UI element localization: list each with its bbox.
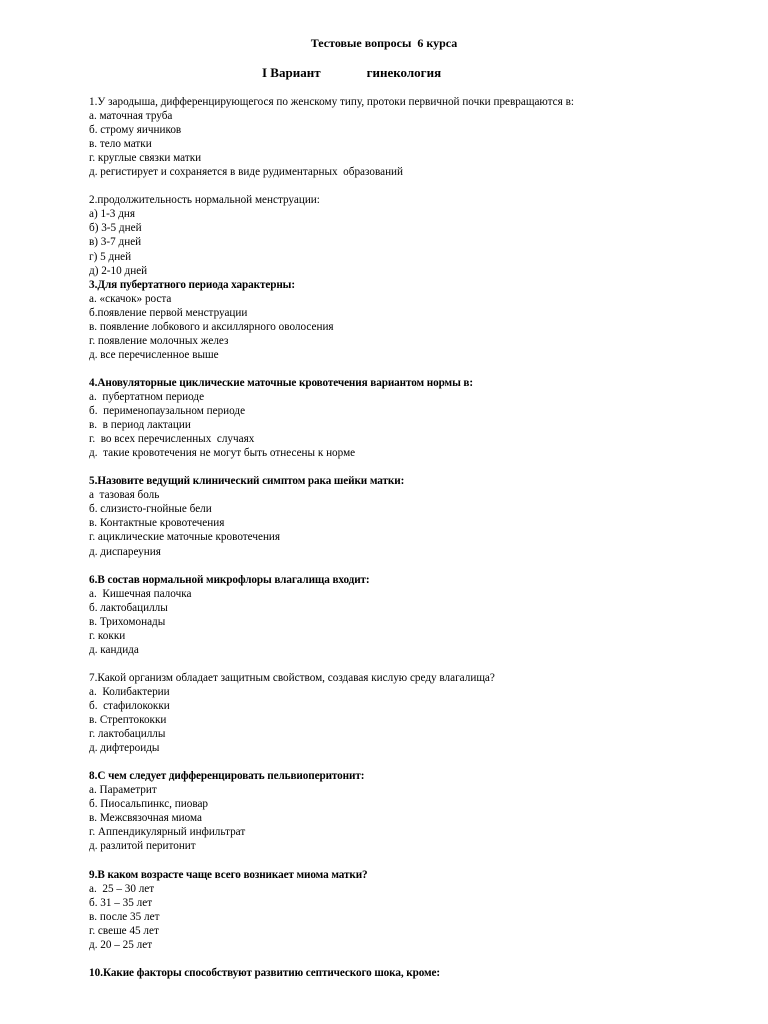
question-10 [89, 966, 749, 980]
answer-option: д. такие кровотечения не могут быть отнесены к норме [89, 447, 356, 460]
question-text [89, 671, 749, 685]
answer-option: б. Пиосальпинкс, пиовар [89, 798, 209, 811]
question-text [89, 376, 749, 390]
question-2 [89, 193, 749, 277]
answer-option: а. пубертатном периоде [89, 390, 205, 403]
answer-option: в. после 35 лет [89, 910, 160, 923]
question-number: 3. [89, 278, 98, 291]
answer-option: д. дифтероиды [89, 742, 160, 755]
question-5 [89, 474, 749, 558]
answer-option: в. Межсвязочная миома [89, 812, 203, 825]
question-4 [89, 376, 749, 460]
answer-option: в. появление лобкового и аксиллярного оволосения [89, 320, 334, 333]
question-text [89, 573, 749, 587]
question-text [89, 278, 749, 292]
question-6 [89, 573, 749, 657]
answer-option: б) 3-5 дней [89, 222, 142, 235]
question-number: 9. [89, 868, 98, 881]
question-number: 6. [89, 573, 98, 586]
question-number: 5. [89, 475, 98, 488]
question-text [89, 193, 749, 207]
answer-option: г. круглые связки матки [89, 152, 202, 165]
answer-option: б. перименопаузальном периоде [89, 405, 246, 418]
question-body: Назовите ведущий клинический симптом рака шейки матки: [97, 475, 405, 488]
answer-option: б. слизисто-гнойные бели [89, 503, 212, 516]
answer-option: б. 31 – 35 лет [89, 896, 153, 909]
question-1 [89, 95, 749, 179]
question-text [89, 966, 749, 980]
answer-option: г) 5 дней [89, 250, 132, 263]
question-body: В состав нормальной микрофлоры влагалища входит: [97, 573, 370, 586]
answer-option: г. Аппендикулярный инфильтрат [89, 826, 246, 839]
question-text [89, 868, 749, 882]
answer-option: в. Стрептококки [89, 714, 167, 727]
answer-option: б. строму яичников [89, 124, 182, 137]
question-number: 8. [89, 770, 98, 783]
answer-option: г. свеше 45 лет [89, 924, 159, 937]
question-body: продолжительность нормальной менструации: [97, 194, 320, 207]
question-8 [89, 769, 749, 853]
answer-option: в. Контактные кровотечения [89, 517, 225, 530]
question-3 [89, 278, 749, 362]
document-variant-line [262, 65, 441, 81]
question-body: Ановуляторные циклические маточные кровотечения вариантом нормы в: [97, 376, 473, 389]
answer-option: а. Параметрит [89, 784, 157, 797]
question-number: 10. [89, 966, 103, 979]
answer-option: г. во всех перечисленных случаях [89, 433, 255, 446]
answer-option: в. Трихомонады [89, 615, 166, 628]
question-9 [89, 868, 749, 952]
question-text [89, 769, 749, 783]
question-body: У зародыша, дифференцирующегося по женскому типу, протоки первичной почки превращаются в: [97, 96, 574, 108]
answer-option: а. Колибактерии [89, 685, 170, 698]
answer-option: б. лактобациллы [89, 601, 168, 614]
answer-option: в) 3-7 дней [89, 236, 142, 249]
question-text [89, 474, 749, 488]
answer-option: а) 1-3 дня [89, 208, 136, 221]
question-number: 7. [89, 671, 98, 684]
question-body: Для пубертатного периода характерны: [97, 278, 295, 291]
answer-option: в. в период лактации [89, 419, 191, 432]
answer-option: б.появление первой менструации [89, 306, 248, 319]
question-number: 1. [89, 96, 98, 108]
question-text [89, 95, 749, 109]
answer-option: д. кандида [89, 643, 139, 656]
answer-option: а. Кишечная палочка [89, 587, 192, 600]
answer-option: г. появление молочных желез [89, 334, 229, 347]
answer-option: а. маточная труба [89, 110, 173, 123]
question-list [89, 95, 749, 994]
answer-option: в. тело матки [89, 138, 152, 151]
answer-option: д. все перечисленное выше [89, 348, 219, 361]
question-number: 4. [89, 376, 98, 389]
answer-option: а тазовая боль [89, 489, 160, 502]
answer-option: г. ациклические маточные кровотечения [89, 531, 281, 544]
question-body: В каком возрасте чаще всего возникает миома матки? [97, 868, 368, 881]
question-body: Какой организм обладает защитным свойством, создавая кислую среду влагалища? [97, 671, 495, 684]
answer-option: д. разлитой перитонит [89, 840, 196, 853]
question-number: 2. [89, 194, 98, 207]
document-title: Тестовые вопросы 6 курса [310, 36, 458, 50]
answer-option: г. кокки [89, 629, 126, 642]
variant-label: I Вариант [262, 65, 321, 80]
answer-option: г. лактобациллы [89, 728, 166, 741]
question-body: С чем следует дифференцировать пельвиоперитонит: [97, 770, 365, 783]
answer-option: б. стафилококки [89, 700, 170, 713]
answer-option: а. 25 – 30 лет [89, 882, 155, 895]
question-body: Какие факторы способствуют развитию септического шока, кроме: [102, 966, 441, 979]
answer-option: д. 20 – 25 лет [89, 938, 153, 951]
answer-option: д. регистирует и сохраняется в виде рудиментарных образований [89, 166, 404, 179]
subject-label: гинекология [366, 65, 442, 80]
answer-option: д) 2-10 дней [89, 264, 148, 277]
answer-option: д. диспареуния [89, 545, 161, 558]
question-7 [89, 671, 749, 755]
answer-option: а. «скачок» роста [89, 292, 172, 305]
